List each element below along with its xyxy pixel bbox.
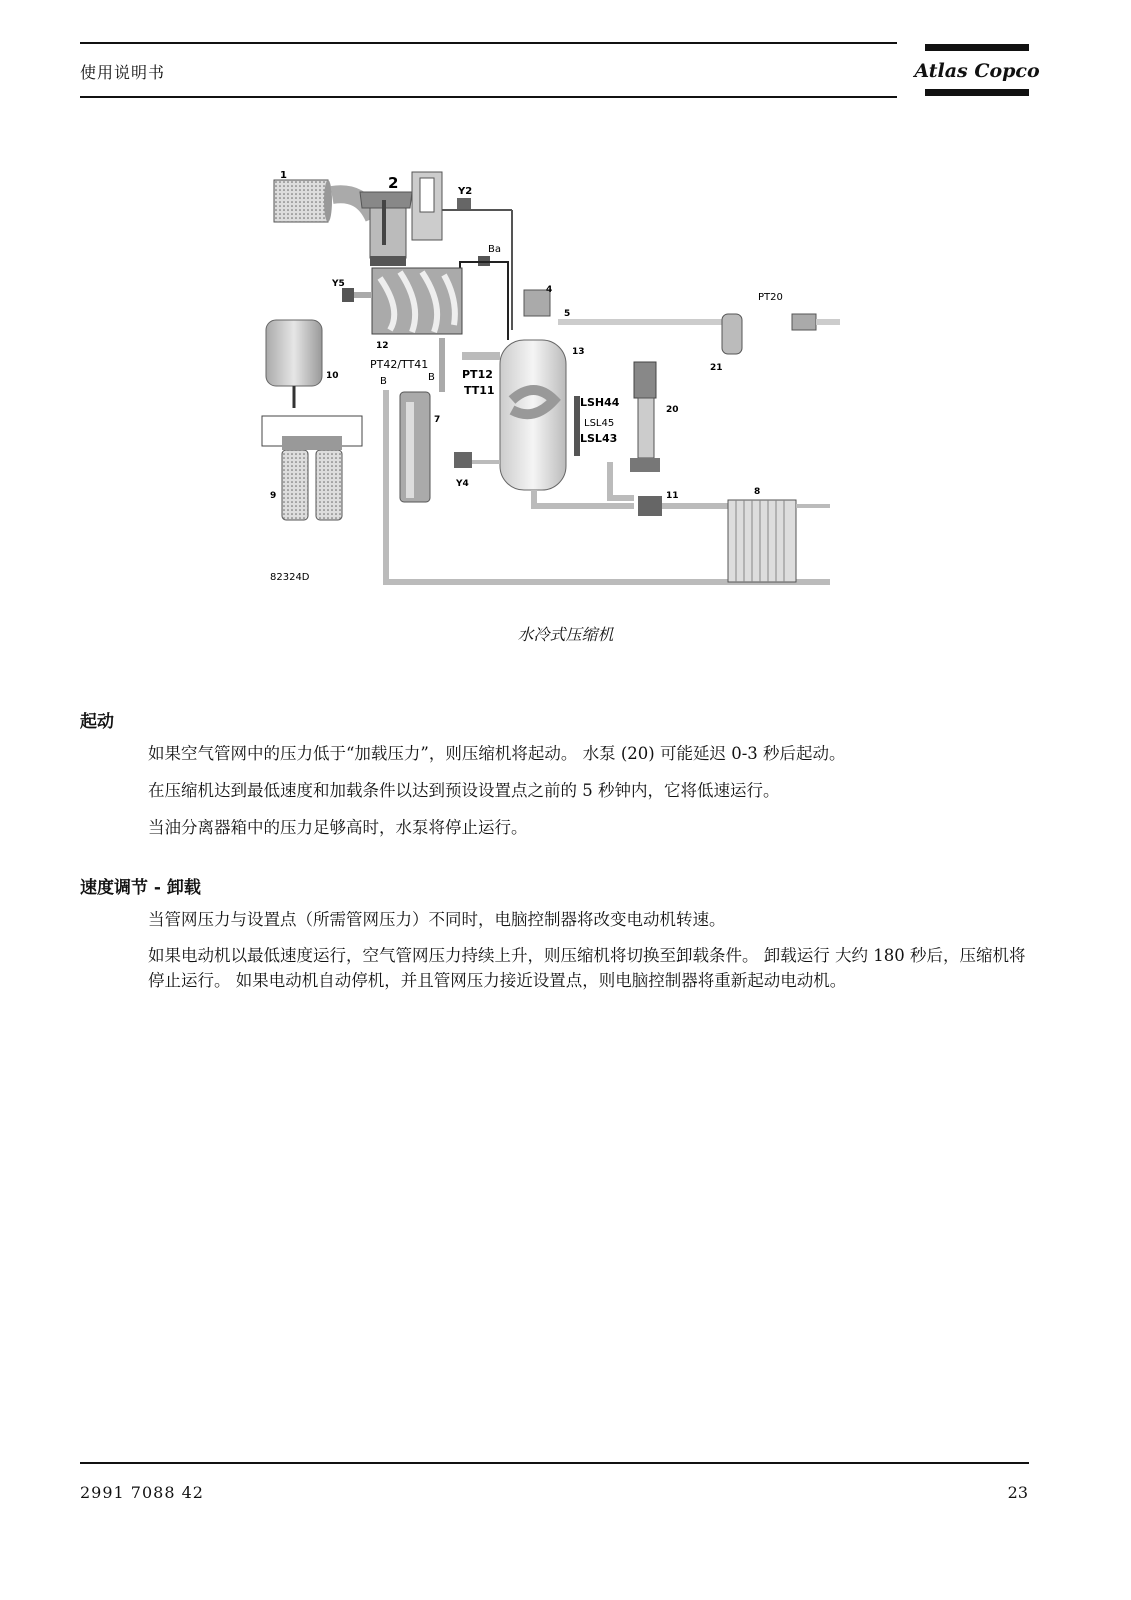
svg-text:13: 13 [572,347,585,357]
svg-text:10: 10 [326,371,339,381]
paragraph: 如果空气管网中的压力低于“加载压力”，则压缩机将起动。 水泵 (20) 可能延迟 0-3 秒后起动。 [148,744,846,763]
paragraph: 当油分离器箱中的压力足够高时，水泵将停止运行。 [148,818,528,837]
section-heading-startup: 起动 [80,712,114,732]
svg-text:1: 1 [280,170,287,181]
page-number: 23 [1007,1483,1028,1502]
paragraph: 当管网压力与设置点（所需管网压力）不同时，电脑控制器将改变电动机转速。 [148,910,726,929]
svg-text:82324D: 82324D [270,572,310,583]
atlas-copco-logo [914,44,1040,96]
paragraph: 在压缩机达到最低速度和加载条件以达到预设设置点之前的 5 秒钟内，它将低速运行。 [148,781,780,800]
svg-text:B: B [380,376,387,387]
svg-text:LSL43: LSL43 [580,432,618,445]
svg-text:Y2: Y2 [458,186,473,197]
svg-text:11: 11 [666,491,679,501]
figure-caption: 水冷式压缩机 [517,625,614,644]
header-bottom-rule [80,96,897,98]
svg-text:PT42/TT41: PT42/TT41 [370,358,429,371]
svg-text:8: 8 [754,487,761,497]
svg-text:20: 20 [666,405,679,415]
svg-text:12: 12 [376,341,389,351]
svg-text:21: 21 [710,363,723,373]
air-filter [274,180,332,222]
header-top-rule [80,42,897,44]
svg-text:2: 2 [388,174,399,192]
svg-text:9: 9 [270,491,277,501]
oil-separator-vessel [500,340,566,490]
svg-text:B: B [428,372,435,383]
header-title: 使用说明书 [80,63,166,82]
water-cooler [728,500,796,582]
svg-text:LSL45: LSL45 [584,418,615,429]
water-pump [630,362,660,472]
section-heading-speed-regulation: 速度调节 - 卸载 [80,878,201,898]
svg-text:Y4: Y4 [456,479,469,489]
svg-text:LSH44: LSH44 [580,396,620,409]
svg-text:PT12: PT12 [462,368,493,381]
svg-text:TT11: TT11 [464,384,495,397]
svg-text:Y5: Y5 [332,279,345,289]
water-tank [266,320,322,386]
svg-text:PT20: PT20 [758,292,783,303]
document-number: 2991 7088 42 [80,1483,204,1502]
svg-text:5: 5 [564,309,571,319]
screw-element [372,268,462,334]
svg-text:Ba: Ba [488,244,501,255]
paragraph: 如果电动机以最低速度运行，空气管网压力持续上升，则压缩机将切换至卸载条件。 卸载运行 大约 180 秒后，压缩机将停止运行。 如果电动机自动停机，并且管网压力接近设置点，则电脑控制器将重新起动电动机。 [148,946,1026,990]
footer-rule [80,1462,1029,1464]
compressor-diagram [262,160,850,600]
svg-text:Atlas Copco: Atlas Copco [914,60,1040,82]
inlet-valve [360,192,412,266]
svg-text:7: 7 [434,415,441,425]
svg-text:4: 4 [546,285,553,295]
